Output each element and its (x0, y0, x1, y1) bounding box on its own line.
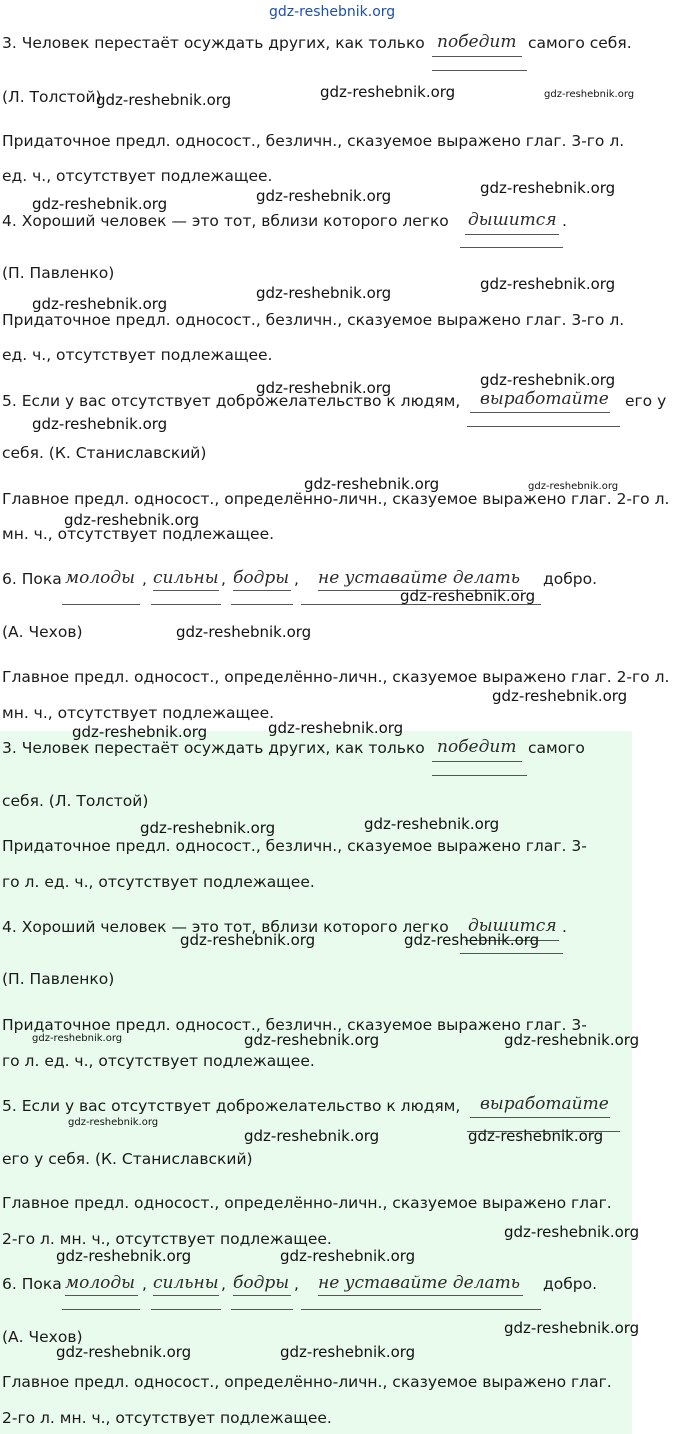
answer-underline (65, 1295, 138, 1296)
watermark: gdz-reshebnik.org (320, 83, 456, 101)
watermark: gdz-reshebnik.org (32, 195, 168, 213)
answer-underline (231, 1309, 293, 1310)
answer-underline (62, 1309, 140, 1310)
sentence-5-text: 5. Если у вас отсутствует доброжелательство к людям, (2, 392, 461, 410)
sentence-3-author: (Л. Толстой) (2, 88, 102, 106)
watermark: gdz-reshebnik.org (256, 187, 392, 205)
watermark: gdz-reshebnik.org (492, 687, 628, 705)
sentence-5-analysis-line-2: 2-го л. мн. ч., отсутствует подлежащее. (2, 1230, 332, 1248)
watermark: gdz-reshebnik.org (504, 1223, 640, 1241)
watermark: gdz-reshebnik.org (56, 1247, 192, 1265)
sentence-4-analysis-line-1: Придаточное предл. односост., безличн., сказуемое выражено глаг. 3-го л. (2, 311, 625, 329)
sentence-6-text: 6. Пока (2, 570, 62, 588)
sentence-4-analysis-line-2: го л. ед. ч., отсутствует подлежащее. (2, 1052, 315, 1070)
watermark: gdz-reshebnik.org (280, 1343, 416, 1361)
watermark: gdz-reshebnik.org (68, 1117, 159, 1128)
comma: , (142, 1275, 147, 1293)
sentence-4-author: (П. Павленко) (2, 264, 115, 282)
sentence-3-answer: победит (437, 32, 517, 52)
watermark: gdz-reshebnik.org (504, 1031, 640, 1049)
answer-underline (153, 1295, 219, 1296)
answer-underline (465, 234, 559, 235)
watermark: gdz-reshebnik.org (504, 1319, 640, 1337)
answer-underline (470, 412, 610, 413)
watermark: gdz-reshebnik.org (544, 89, 635, 100)
watermark: gdz-reshebnik.org (96, 91, 232, 109)
sentence-3-analysis-line-2: го л. ед. ч., отсутствует подлежащее. (2, 873, 315, 891)
sentence-3-tail: самого себя. (528, 34, 632, 52)
watermark: gdz-reshebnik.org (256, 379, 392, 397)
sentence-5-analysis-line-1: Главное предл. односост., определённо-личн., сказуемое выражено глаг. 2-го л. (2, 490, 670, 508)
comma: , (294, 1275, 299, 1293)
sentence-3-analysis-line-1: Придаточное предл. односост., безличн., сказуемое выражено глаг. 3- (2, 837, 587, 855)
answer-underline (151, 604, 221, 605)
watermark: gdz-reshebnik.org (32, 415, 168, 433)
sentence-6-answer-3: бодры (233, 568, 290, 588)
sentence-5-tail: его у (625, 392, 667, 410)
watermark: gdz-reshebnik.org (256, 284, 392, 302)
sentence-4-dot: . (562, 212, 567, 230)
sentence-5-answer: выработайте (480, 389, 609, 409)
sentence-6-analysis-line-2: мн. ч., отсутствует подлежащее. (2, 704, 275, 722)
watermark: gdz-reshebnik.org (400, 587, 536, 605)
watermark: gdz-reshebnik.org (269, 4, 396, 20)
answer-underline (460, 247, 563, 248)
sentence-5-analysis-line-2: мн. ч., отсутствует подлежащее. (2, 525, 275, 543)
sentence-4-text: 4. Хороший человек — это тот, вблизи которого легко (2, 212, 449, 230)
sentence-3-analysis-line-2: ед. ч., отсутствует подлежащее. (2, 167, 273, 185)
watermark: gdz-reshebnik.org (176, 623, 312, 641)
sentence-5-analysis-line-1: Главное предл. односост., определённо-личн., сказуемое выражено глаг. (2, 1194, 612, 1212)
answer-underline (432, 775, 527, 776)
watermark: gdz-reshebnik.org (480, 371, 616, 389)
sentence-4-answer: дышится (468, 916, 557, 936)
sentence-4-answer: дышится (468, 210, 557, 230)
comma: , (221, 1275, 226, 1293)
answer-underline (151, 1309, 221, 1310)
watermark: gdz-reshebnik.org (480, 179, 616, 197)
sentence-3-tail: самого (528, 739, 585, 757)
watermark: gdz-reshebnik.org (528, 481, 619, 492)
watermark: gdz-reshebnik.org (304, 475, 440, 493)
watermark: gdz-reshebnik.org (72, 723, 208, 741)
sentence-3-text: 3. Человек перестаёт осуждать других, как только (2, 739, 425, 757)
sentence-4-analysis-line-1: Придаточное предл. односост., безличн., сказуемое выражено глаг. 3- (2, 1016, 587, 1034)
sentence-3-text: 3. Человек перестаёт осуждать других, как только (2, 34, 425, 52)
sentence-6-analysis-line-1: Главное предл. односост., определённо-личн., сказуемое выражено глаг. (2, 1373, 612, 1391)
watermark: gdz-reshebnik.org (244, 1031, 380, 1049)
answer-underline (62, 604, 140, 605)
sentence-6-answer-2: сильны (153, 568, 219, 588)
watermark: gdz-reshebnik.org (480, 275, 616, 293)
answer-underline (318, 1295, 523, 1296)
sentence-4-dot: . (562, 918, 567, 936)
answer-underline (301, 1309, 541, 1310)
sentence-6-tail: добро. (543, 570, 598, 588)
sentence-6-text: 6. Пока (2, 1275, 62, 1293)
sentence-5-line-2: его у себя. (К. Станиславский) (2, 1150, 253, 1168)
watermark: gdz-reshebnik.org (32, 295, 168, 313)
answer-underline (432, 761, 522, 762)
watermark: gdz-reshebnik.org (468, 1127, 604, 1145)
sentence-5-answer: выработайте (480, 1094, 609, 1114)
sentence-6-author: (А. Чехов) (2, 623, 83, 641)
sentence-6-tail: добро. (543, 1275, 598, 1293)
comma: , (221, 570, 226, 588)
sentence-6-analysis-line-1: Главное предл. односост., определённо-личн., сказуемое выражено глаг. 2-го л. (2, 668, 670, 686)
sentence-3-line-2: себя. (Л. Толстой) (2, 792, 149, 810)
answer-underline (432, 56, 522, 57)
sentence-3-answer: победит (437, 737, 517, 757)
answer-underline (467, 426, 620, 427)
sentence-5-text: 5. Если у вас отсутствует доброжелательство к людям, (2, 1097, 461, 1115)
sentence-6-answer-1: молоды (65, 568, 136, 588)
answer-underline (432, 70, 527, 71)
sentence-6-author: (А. Чехов) (2, 1328, 83, 1346)
sentence-4-analysis-line-2: ед. ч., отсутствует подлежащее. (2, 346, 273, 364)
comma: , (142, 570, 147, 588)
sentence-6-answer-1: молоды (65, 1273, 136, 1293)
answer-underline (233, 1295, 291, 1296)
watermark: gdz-reshebnik.org (32, 1033, 123, 1044)
watermark: gdz-reshebnik.org (364, 815, 500, 833)
sentence-3-analysis-line-1: Придаточное предл. односост., безличн., сказуемое выражено глаг. 3-го л. (2, 132, 625, 150)
watermark: gdz-reshebnik.org (180, 931, 316, 949)
answer-underline (470, 1117, 610, 1118)
watermark: gdz-reshebnik.org (280, 1247, 416, 1265)
sentence-4-author: (П. Павленко) (2, 970, 115, 988)
sentence-6-answer-3: бодры (233, 1273, 290, 1293)
sentence-5-line-2: себя. (К. Станиславский) (2, 444, 207, 462)
answer-underline (460, 953, 563, 954)
sentence-6-analysis-line-2: 2-го л. мн. ч., отсутствует подлежащее. (2, 1409, 332, 1427)
sentence-6-answer-4: не уставайте делать (318, 568, 521, 588)
sentence-4-text: 4. Хороший человек — это тот, вблизи которого легко (2, 918, 449, 936)
answer-underline (233, 590, 291, 591)
watermark: gdz-reshebnik.org (56, 1343, 192, 1361)
sentence-6-answer-2: сильны (153, 1273, 219, 1293)
watermark: gdz-reshebnik.org (64, 511, 200, 529)
answer-underline (231, 604, 293, 605)
comma: , (294, 570, 299, 588)
answer-underline (153, 590, 219, 591)
watermark: gdz-reshebnik.org (244, 1127, 380, 1145)
watermark: gdz-reshebnik.org (404, 931, 540, 949)
watermark: gdz-reshebnik.org (268, 719, 404, 737)
watermark: gdz-reshebnik.org (140, 819, 276, 837)
sentence-6-answer-4: не уставайте делать (318, 1273, 521, 1293)
